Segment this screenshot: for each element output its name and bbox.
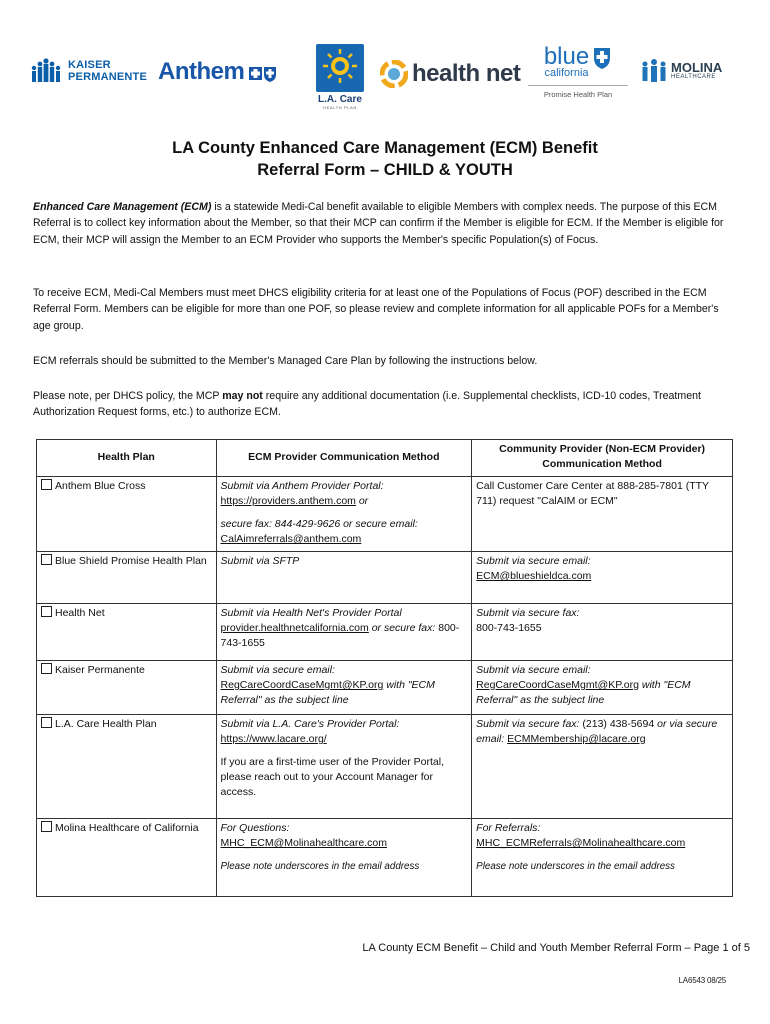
community-method-cell <box>472 604 733 661</box>
molina-checkbox[interactable] <box>41 821 52 832</box>
la-care-sun-icon <box>316 44 364 92</box>
community-method-cell <box>472 819 733 897</box>
health-net-logo <box>380 60 520 88</box>
la-care-wordmark: L.A. Care <box>318 94 362 105</box>
table-row <box>37 604 733 661</box>
la-care-community-text: Submit via secure fax: <box>476 718 583 730</box>
blue-california-text: california <box>544 67 589 79</box>
anthem-community-text: Call Customer Care Center at 888-285-7801 (TTY 711) request "CalAIM or ECM" <box>476 480 709 507</box>
health-net-ecm-text: Submit via Health Net's Provider Portal <box>220 607 402 619</box>
health-net-ecm-or: or secure fax: <box>368 622 439 634</box>
plan-name-molina: Molina Healthcare of California <box>55 822 199 834</box>
community-method-cell <box>472 552 733 604</box>
column-header-health-plan: Health Plan <box>37 440 217 477</box>
promise-health-plan-text: Promise Health Plan <box>528 85 628 99</box>
blue-shield-icon <box>592 46 612 70</box>
molina-wordmark: MOLINA <box>671 60 723 75</box>
plan-name-anthem: Anthem Blue Cross <box>55 480 146 492</box>
plan-name-kaiser: Kaiser Permanente <box>55 664 145 676</box>
molina-referrals-email-link[interactable]: MHC_ECMReferrals@Molinahealthcare.com <box>476 837 686 849</box>
ecm-method-cell <box>216 604 472 661</box>
table-row <box>37 715 733 819</box>
la-care-portal-link[interactable]: https://www.lacare.org/ <box>220 733 327 745</box>
plan-cell <box>37 661 217 715</box>
blue-shield-checkbox[interactable] <box>41 554 52 565</box>
kaiser-ecm-text: Submit via secure email: <box>220 664 335 676</box>
intro-paragraph-submission: ECM referrals should be submitted to the Member's Managed Care Plan by following the instructions below. <box>33 355 538 367</box>
molina-referrals-label: For Referrals: <box>476 822 541 834</box>
molina-referrals-underscore-note: Please note underscores in the email address <box>476 861 675 872</box>
ecm-method-cell <box>216 715 472 819</box>
table-row <box>37 552 733 604</box>
plan-cell <box>37 715 217 819</box>
column-header-ecm-provider: ECM Provider Communication Method <box>216 440 472 477</box>
intro-paragraph-policy <box>33 388 736 421</box>
blue-wordmark: blue <box>543 43 590 70</box>
policy-emphasis: may not <box>222 390 263 402</box>
health-net-wordmark: health net <box>412 60 521 87</box>
la-care-ecm-text: Submit via L.A. Care's Provider Portal: <box>220 718 400 730</box>
page-footer: LA County ECM Benefit – Child and Youth Member Referral Form – Page 1 of 5 <box>362 942 750 954</box>
molina-underscore-note: Please note underscores in the email address <box>220 861 420 872</box>
plan-cell <box>37 604 217 661</box>
community-method-cell <box>472 477 733 552</box>
blue-shield-promise-logo <box>528 43 628 99</box>
column-header-community-provider: Community Provider (Non-ECM Provider) Communication Method <box>472 440 733 477</box>
table-row <box>37 661 733 715</box>
plan-cell <box>37 552 217 604</box>
intro-paragraph-ecm <box>33 199 736 248</box>
molina-questions-label: For Questions: <box>220 822 290 834</box>
la-care-community-or: or via secure email: <box>476 718 718 745</box>
kaiser-ecm-email-link[interactable]: RegCareCoordCaseMgmt@KP.org <box>220 679 384 691</box>
anthem-checkbox[interactable] <box>41 479 52 490</box>
community-method-cell <box>472 661 733 715</box>
molina-logo <box>640 58 722 84</box>
health-net-community-text: Submit via secure fax: <box>476 607 580 619</box>
plan-name-health-net: Health Net <box>55 607 105 619</box>
intro-paragraph-pof: To receive ECM, Medi-Cal Members must meet DHCS eligibility criteria for at least one of the Populations of Focus (POF) described in the ECM Referral Form. Members can be eligible for more than one POF, so please review and complete information for all applicable POFs for a Member's age group. <box>33 287 719 332</box>
la-care-first-time-note: If you are a first-time user of the Provider Portal, please reach out to your Account Manager for access. <box>220 756 445 798</box>
molina-people-icon <box>640 58 668 84</box>
health-net-circle-icon <box>380 60 408 88</box>
la-care-subtitle: HEALTH PLAN <box>323 105 357 110</box>
kaiser-permanente-logo <box>28 56 147 86</box>
kaiser-community-text: Submit via secure email: <box>476 664 591 676</box>
anthem-ecm-or: or <box>355 495 369 507</box>
health-net-portal-link[interactable]: provider.healthnetcalifornia.com <box>220 622 369 634</box>
plan-cell <box>37 819 217 897</box>
blue-shield-ecm-text: Submit via SFTP <box>220 555 300 567</box>
anthem-ecm-text: Submit via Anthem Provider Portal: <box>220 480 384 492</box>
blue-cross-shield-icon <box>248 61 278 83</box>
ecm-lead-term: Enhanced Care Management (ECM) <box>33 201 212 213</box>
form-title-line2: Referral Form – CHILD & YOUTH <box>257 161 513 179</box>
kaiser-people-icon <box>28 56 62 86</box>
form-title <box>0 137 770 181</box>
intro-paragraph-ecm-text: is a statewide Medi-Cal benefit available to eligible Members with complex needs. The purpose of this ECM Referral is to collect key information about the Member, so that their MCP can confirm if the Member is eligible for ECM. If the Member is eligible for ECM, their MCP will assign the Member to an ECM Provider who supports the Member's specific Population(s) of Focus. <box>33 201 724 246</box>
kaiser-community-email-link[interactable]: RegCareCoordCaseMgmt@KP.org <box>476 679 639 691</box>
table-row <box>37 477 733 552</box>
molina-questions-email-link[interactable]: MHC_ECM@Molinahealthcare.com <box>220 837 387 849</box>
health-net-checkbox[interactable] <box>41 606 52 617</box>
anthem-email-link[interactable]: CalAimreferrals@anthem.com <box>220 533 362 545</box>
table-header-row <box>37 440 733 477</box>
blue-shield-community-text: Submit via secure email: <box>476 555 591 567</box>
blue-shield-email-link[interactable]: ECM@blueshieldca.com <box>476 570 592 582</box>
ecm-method-cell <box>216 552 472 604</box>
plan-name-la-care: L.A. Care Health Plan <box>55 718 157 730</box>
ecm-method-cell <box>216 661 472 715</box>
ecm-method-cell <box>216 819 472 897</box>
kaiser-checkbox[interactable] <box>41 663 52 674</box>
anthem-portal-link[interactable]: https://providers.anthem.com <box>220 495 356 507</box>
kaiser-community-subject: with "ECM Referral" as the subject line <box>476 679 691 706</box>
plan-name-blue-shield: Blue Shield Promise Health Plan <box>55 555 207 567</box>
table-row <box>37 819 733 897</box>
kaiser-logo-line2: PERMANENTE <box>68 71 148 83</box>
plan-cell <box>37 477 217 552</box>
ecm-method-cell <box>216 477 472 552</box>
policy-text-a: Please note, per DHCS policy, the MCP <box>33 390 223 402</box>
form-title-line1: LA County Enhanced Care Management (ECM) Benefit <box>172 139 598 157</box>
la-care-fax-number: (213) 438-5694 <box>582 718 655 730</box>
anthem-logo <box>158 58 278 86</box>
anthem-ecm-fax-text: secure fax: 844-429-9626 or secure email: <box>220 518 418 530</box>
anthem-wordmark: Anthem <box>158 58 245 85</box>
health-plan-communication-table <box>36 439 733 897</box>
health-plan-logos <box>28 44 743 114</box>
la-care-logo <box>314 44 366 110</box>
form-number: LA6543 08/25 <box>678 976 726 985</box>
kaiser-ecm-subject: with "ECM Referral" as the subject line <box>220 679 435 706</box>
health-net-community-fax: 800-743-1655 <box>476 622 542 634</box>
la-care-checkbox[interactable] <box>41 717 52 728</box>
community-method-cell <box>472 715 733 819</box>
la-care-email-link[interactable]: ECMMembership@lacare.org <box>507 733 646 745</box>
policy-text-c: require any additional documentation (i.e. Supplemental checklists, ICD-10 codes, Treatment Authorization Request forms, etc.) to authorize ECM. <box>33 390 701 419</box>
kaiser-logo-line1: KAISER <box>68 59 111 71</box>
health-net-fax-number: 800-743-1655 <box>220 622 460 649</box>
molina-subtitle: HEALTHCARE <box>671 74 716 80</box>
